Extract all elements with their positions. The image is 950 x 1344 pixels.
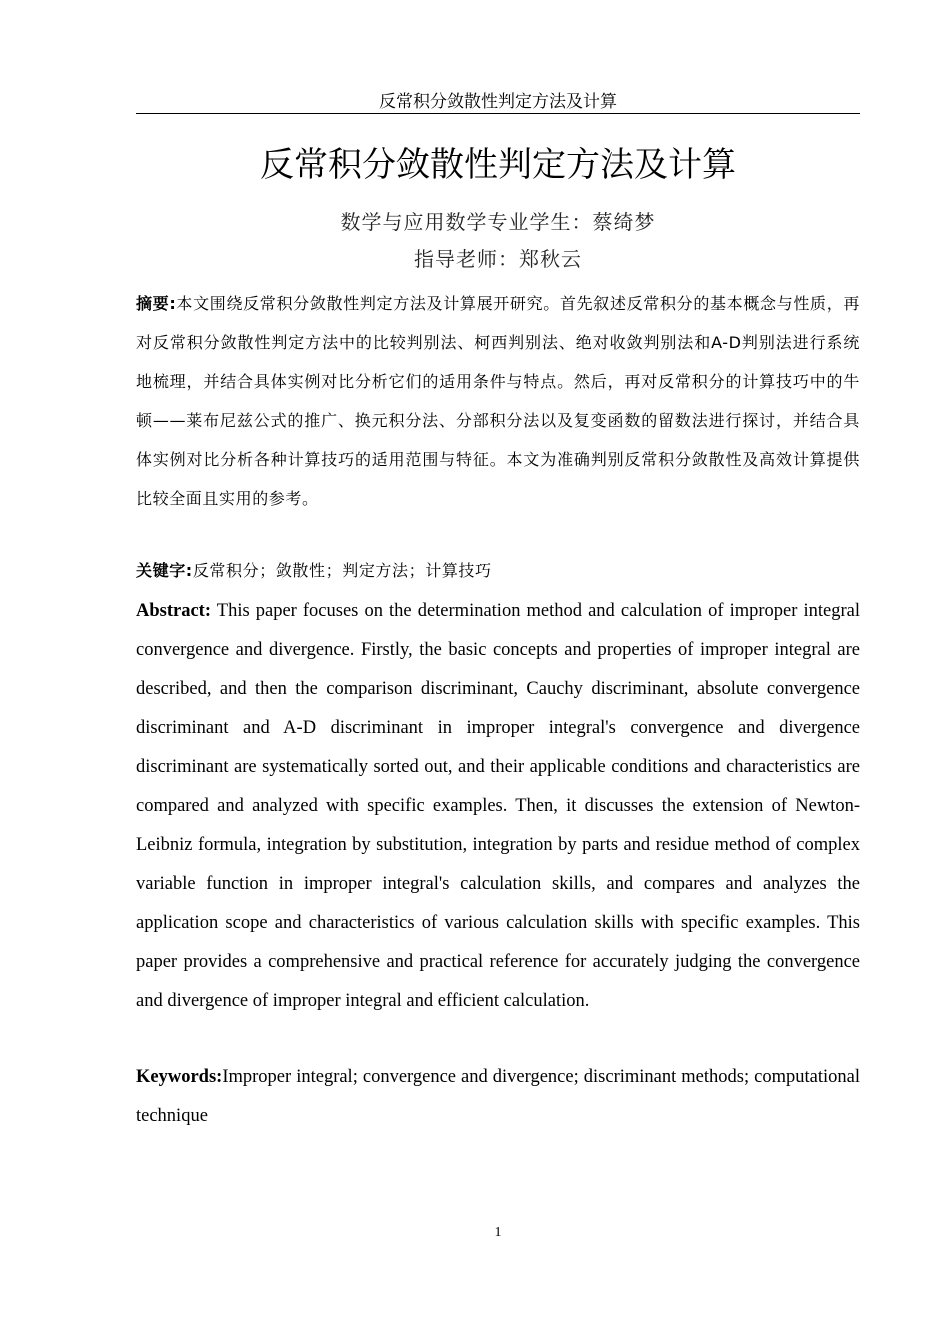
keywords-zh-text: 反常积分；敛散性；判定方法；计算技巧 <box>192 561 492 580</box>
abstract-zh-label: 摘要: <box>136 294 177 313</box>
abstract-en <box>136 592 860 1021</box>
page-title: 反常积分敛散性判定方法及计算 <box>260 145 736 185</box>
running-header: 反常积分敛散性判定方法及计算 <box>379 92 617 112</box>
keywords-en-text: Improper integral; convergence and divergence; discriminant methods; computational technique <box>136 1067 860 1126</box>
keywords-en-label: Keywords: <box>136 1067 223 1087</box>
keywords-zh <box>136 556 860 586</box>
keywords-en <box>136 1058 860 1136</box>
keywords-zh-label: 关键字: <box>136 561 193 580</box>
page-number: 1 <box>494 1225 502 1240</box>
abstract-zh-text: 本文围绕反常积分敛散性判定方法及计算展开研究。首先叙述反常积分的基本概念与性质，再对反常积分敛散性判定方法中的比较判别法、柯西判别法、绝对收敛判别法和A-D判别法进行系统地梳理，并结合具体实例对比分析它们的适用条件与特点。然后，再对反常积分的计算技巧中的牛顿——莱布尼兹公式的推广、换元积分法、分部积分法以及复变函数的留数法进行探讨，并结合具体实例对比分析各种计算技巧的适用范围与特征。本文为准确判别反常积分敛散性及高效计算提供比较全面且实用的参考。 <box>136 294 860 508</box>
advisor-line: 指导老师：郑秋云 <box>414 247 582 271</box>
header-rule <box>136 113 860 114</box>
abstract-en-text: This paper focuses on the determination method and calculation of improper integral convergence and divergence. Firstly, the basic concepts and properties of improper integral are described, and then the comparison discriminant, Cauchy discriminant, absolute convergence discriminant and A-D discriminant in improper integral's convergence and divergence discriminant are systematically sorted out, and their applicable conditions and characteristics are compared and analyzed with specific examples. Then, it discusses the extension of Newton-Leibniz formula, integration by substitution, integration by parts and residue method of complex variable function in improper integral's calculation skills, and compares and analyzes the application scope and characteristics of various calculation skills with specific examples. This paper provides a comprehensive and practical reference for accurately judging the convergence and divergence of improper integral and efficient calculation. <box>136 601 860 1011</box>
abstract-zh <box>136 284 860 518</box>
author-line: 数学与应用数学专业学生：蔡绮梦 <box>340 210 656 234</box>
abstract-en-label: Abstract: <box>136 601 212 621</box>
